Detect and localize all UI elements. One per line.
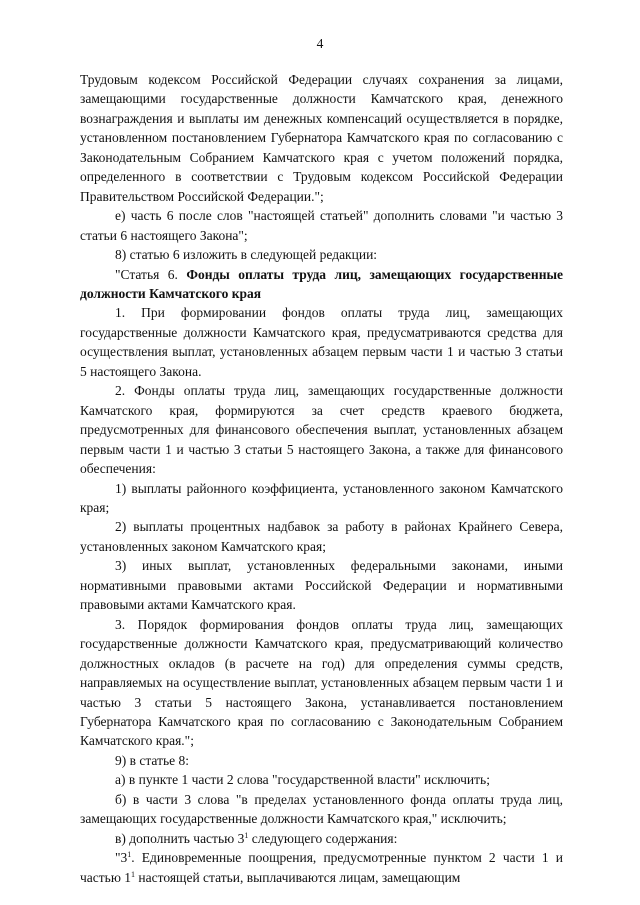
paragraph-item-b: [80, 790, 563, 829]
article-label: "Статья 6.: [115, 266, 187, 282]
paragraph-part-3-1: [80, 848, 563, 887]
paragraph-item-v: [80, 829, 563, 848]
paragraph-part-3: [80, 615, 563, 751]
paragraph-text: Трудовым кодексом Российской Федерации случаях сохранения за лицами, замещающими государственные должности Камчатского края, денежного вознаграждения и выплаты им денежных компенсаций осуществляется в порядке, установленном постановлением Губернатора Камчатского края по согласованию с Законодательным Собранием Камчатского края с учетом положений порядка, определенного в соответствии с Трудовым кодексом Российской Федерации Правительством Российской Федерации.";: [80, 72, 563, 204]
paragraph-text: "3: [115, 850, 128, 866]
paragraph-text: 2) выплаты процентных надбавок за работу в районах Крайнего Севера, установленных законом Камчатского края;: [80, 519, 563, 554]
paragraph-part-1: [80, 303, 563, 381]
paragraph-text: е) часть 6 после слов "настоящей статьей" дополнить словами "и частью 3 статьи 6 настоящего Закона";: [80, 208, 563, 243]
superscript: 1: [244, 830, 249, 840]
article-6-heading: [80, 265, 563, 304]
paragraph-continuation: [80, 70, 563, 206]
paragraph-item-8: [80, 245, 563, 264]
list-item-2: [80, 517, 563, 556]
paragraph-text: 3. Порядок формирования фондов оплаты труда лиц, замещающих государственные должности Камчатского края, предусматривающий количество должностных окладов (в расчете на год) для определения суммы средств, направляемых на осуществление выплат, установленных абзацем первым части 1 и частью 3 статьи 5 настоящего Закона, устанавливается постановлением Губернатора Камчатского края по согласованию с Законодательным Собранием Камчатского края.";: [80, 616, 563, 749]
paragraph-part-2: [80, 381, 563, 478]
paragraph-text: в) дополнить частью 3: [115, 830, 245, 846]
paragraph-text: б) в части 3 слова "в пределах установленного фонда оплаты труда лиц, замещающих государственные должности Камчатского края," исключить;: [80, 791, 563, 827]
superscript: 1: [127, 850, 132, 860]
paragraph-text: 2. Фонды оплаты труда лиц, замещающих государственные должности Камчатского края, формируются за счет средств краевого бюджета, предусмотренных для финансового обеспечения выплат, установленных абзацем первым части 1 и частью 3 статьи 5 настоящего Закона, а также для финансового обеспечения:: [80, 383, 563, 477]
list-item-1: [80, 479, 563, 518]
paragraph-text: 8) статью 6 изложить в следующей редакции:: [115, 247, 378, 263]
paragraph-text: 3) иных выплат, установленных федеральными законами, иными нормативными правовыми актами Российской Федерации и нормативными правовыми актами Камчатского края.: [80, 558, 563, 613]
document-body: [80, 70, 563, 887]
paragraph-text: следующего содержания:: [248, 830, 398, 846]
paragraph-text: 1) выплаты районного коэффициента, установленного законом Камчатского края;: [80, 480, 563, 515]
superscript: 1: [131, 869, 136, 879]
paragraph-item-e: [80, 206, 563, 245]
paragraph-item-a: [80, 770, 563, 789]
paragraph-item-9: [80, 751, 563, 770]
article-title: Фонды оплаты труда лиц, замещающих государственные должности Камчатского края: [80, 266, 564, 301]
paragraph-text: настоящей статьи, выплачиваются лицам, замещающим: [135, 869, 461, 885]
paragraph-text: а) в пункте 1 части 2 слова "государственной власти" исключить;: [115, 772, 490, 788]
list-item-3: [80, 556, 563, 614]
page-number: 4: [316, 36, 324, 51]
paragraph-text: . Единовременные поощрения, предусмотренные пунктом 2 части 1 и частью 1: [80, 850, 563, 885]
paragraph-text: 9) в статье 8:: [115, 752, 189, 768]
paragraph-text: 1. При формировании фондов оплаты труда лиц, замещающих государственные должности Камчатского края, предусматриваются средства для осуществления выплат, установленных абзацем первым части 1 и частью 3 статьи 5 настоящего Закона.: [80, 305, 563, 379]
